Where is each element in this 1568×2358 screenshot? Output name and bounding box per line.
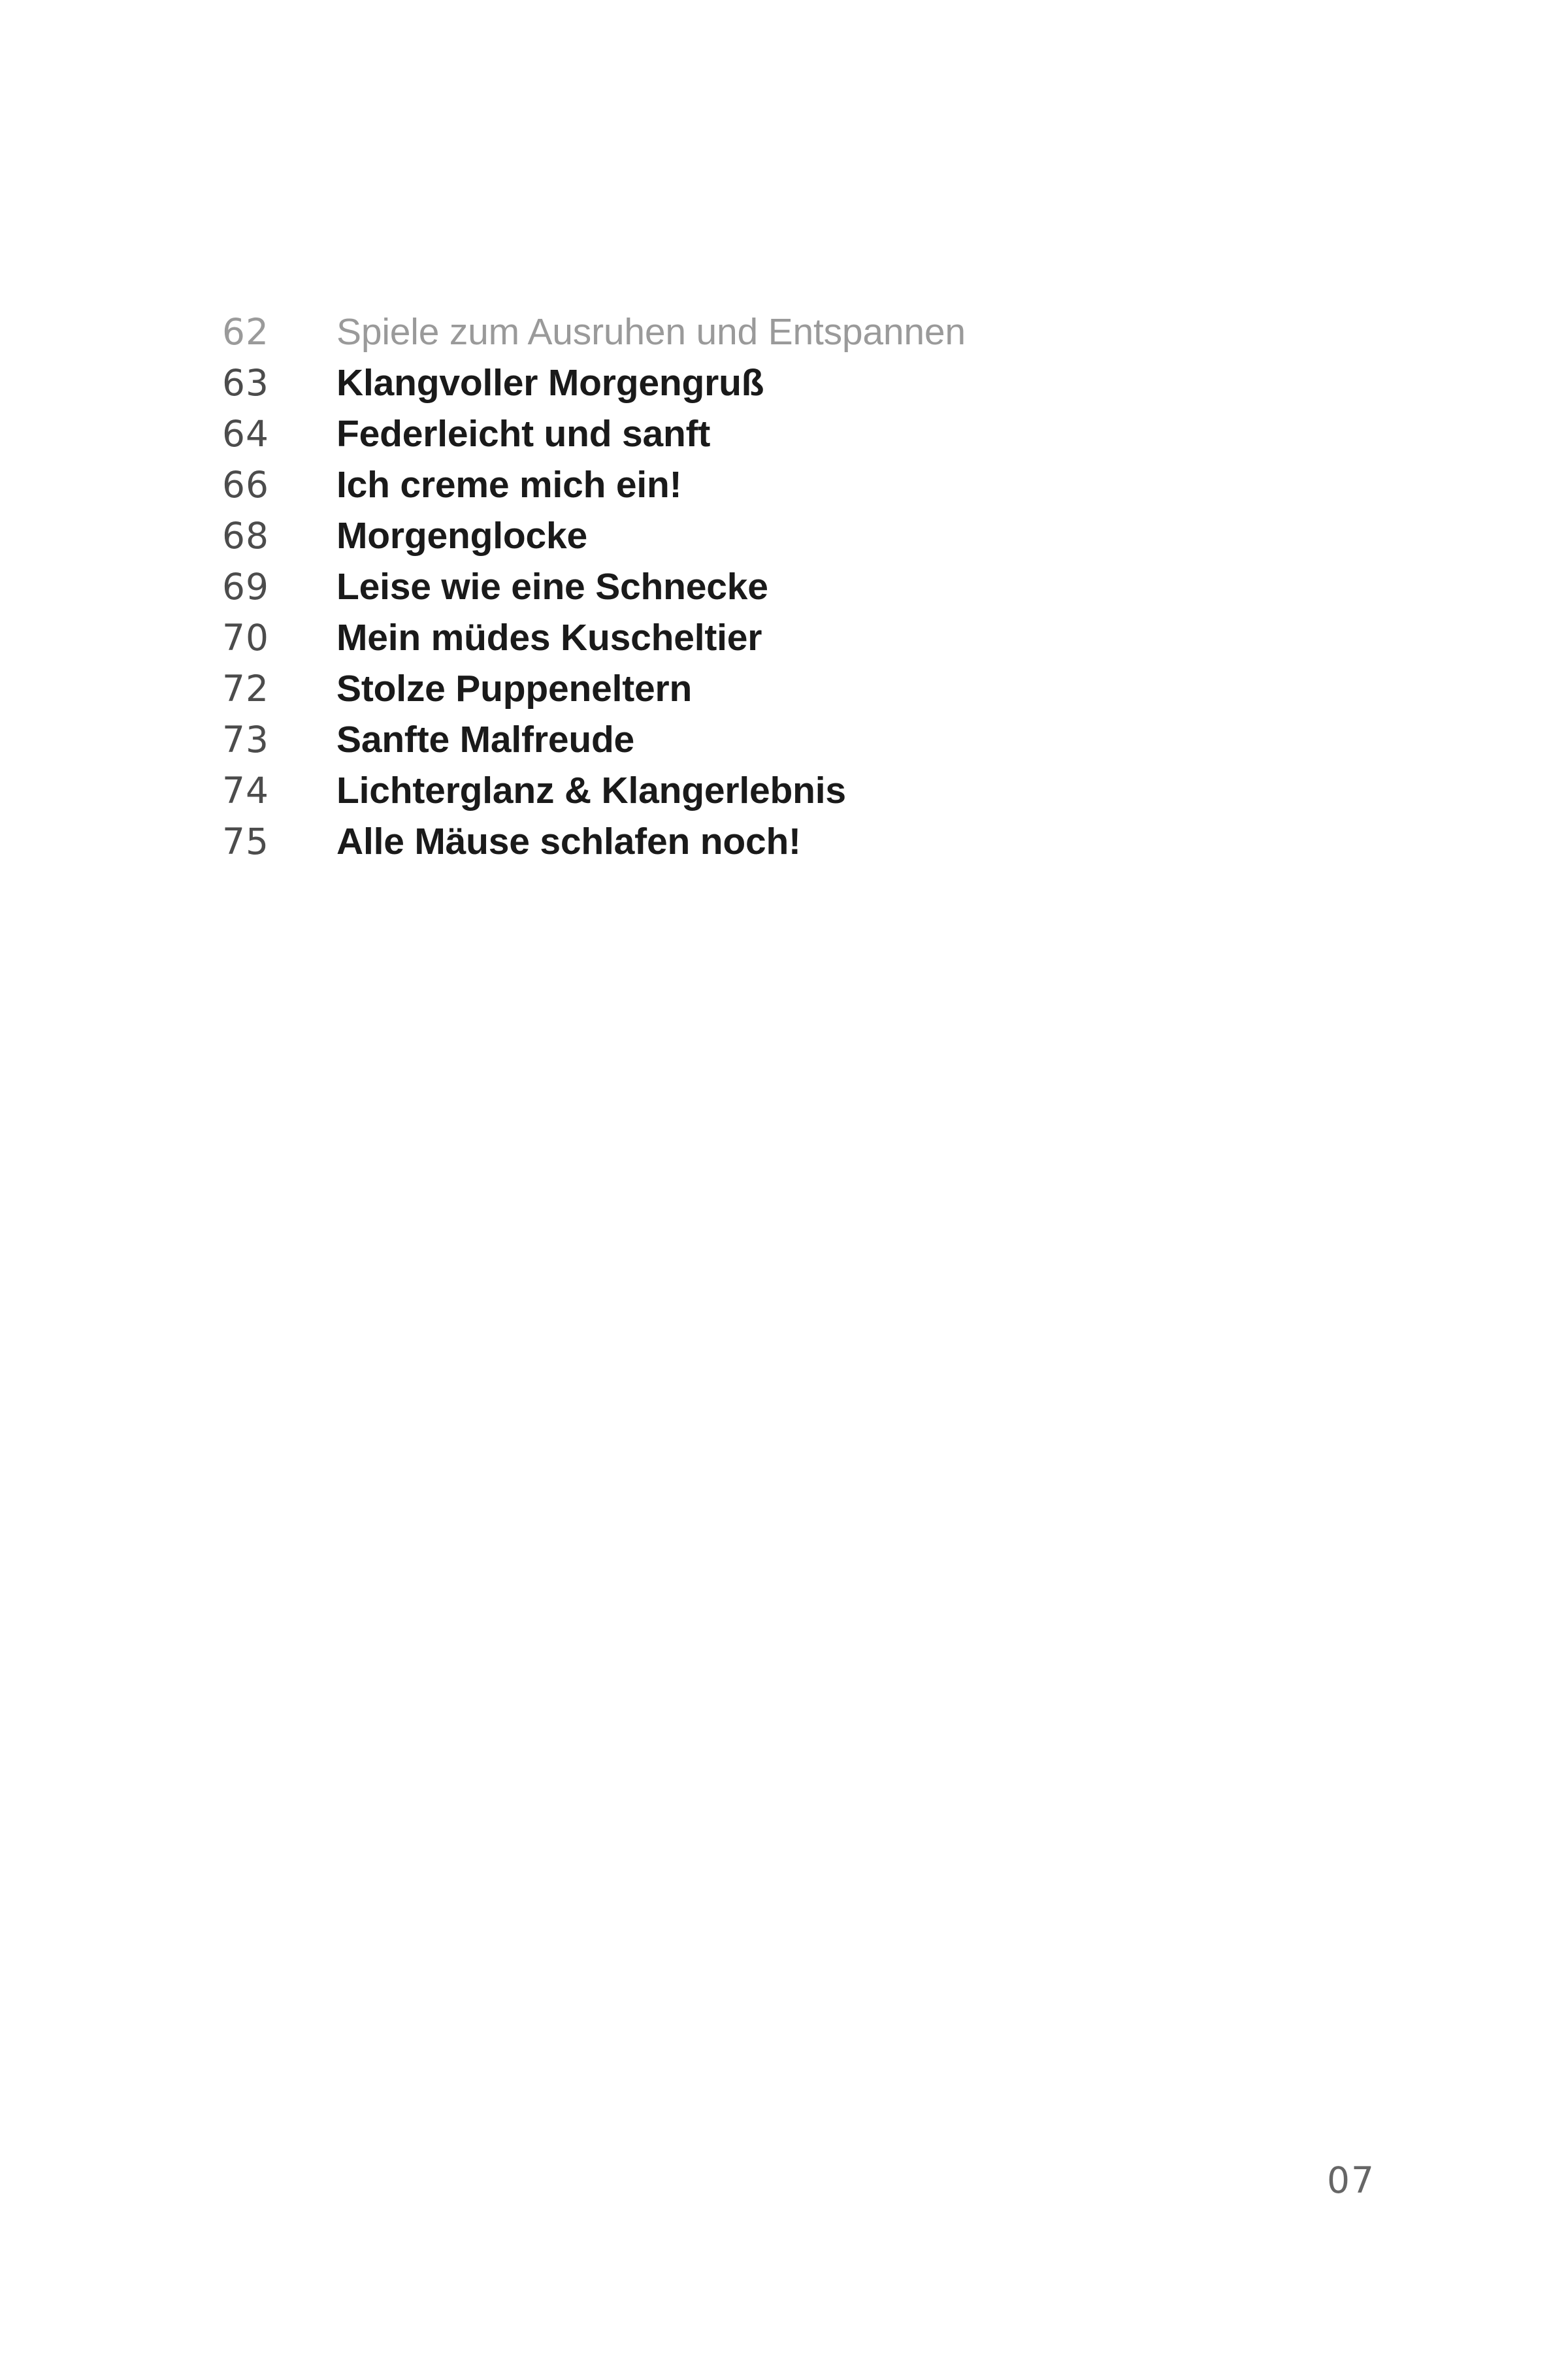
- toc-entry-page-number: 72: [222, 668, 269, 710]
- toc-entry[interactable]: [222, 311, 1333, 353]
- toc-entry-title: Leise wie eine Schnecke: [336, 566, 768, 608]
- toc-entry-title: Stolze Puppeneltern: [336, 668, 693, 710]
- toc-entry-title: Sanfte Malfreude: [336, 719, 635, 761]
- toc-entry[interactable]: [222, 670, 1333, 708]
- toc-entry-page-number: 66: [222, 464, 269, 506]
- toc-entry-page-number: 69: [222, 566, 269, 608]
- toc-entry-page-number: 74: [222, 770, 269, 811]
- toc-entry-page-number: 73: [222, 719, 269, 761]
- toc-entry-title: Morgenglocke: [336, 515, 587, 557]
- toc-entry-page-number: 62: [222, 311, 269, 353]
- toc-entry-title: Klangvoller Morgengruß: [336, 362, 764, 404]
- toc-entry-title: Ich creme mich ein!: [336, 464, 682, 506]
- toc-entry[interactable]: [222, 517, 1333, 555]
- toc-entry-page-number: 70: [222, 617, 269, 659]
- toc-entry-page-number: 63: [222, 362, 269, 404]
- toc-entry[interactable]: [222, 464, 1333, 506]
- toc-entry-title: Mein müdes Kuscheltier: [336, 617, 762, 659]
- toc-entry-title: Federleicht und sanft: [336, 413, 711, 455]
- toc-entry[interactable]: [222, 568, 1333, 606]
- toc-entry[interactable]: [222, 823, 1333, 860]
- toc-entry-page-number: 75: [222, 821, 269, 862]
- toc-entry[interactable]: [222, 721, 1333, 759]
- toc-entry-page-number: 68: [222, 515, 269, 557]
- page-folio: 07: [1327, 2159, 1375, 2201]
- toc-entry[interactable]: [222, 413, 1333, 455]
- toc-entry[interactable]: [222, 772, 1333, 810]
- toc-entry-title: Alle Mäuse schlafen noch!: [336, 821, 801, 862]
- toc-entry-page-number: 64: [222, 413, 269, 455]
- toc-entry[interactable]: [222, 362, 1333, 404]
- table-of-contents: [222, 311, 1333, 874]
- toc-entry[interactable]: [222, 619, 1333, 657]
- toc-entry-title: Spiele zum Ausruhen und Entspannen: [336, 311, 966, 353]
- toc-entry-title: Lichterglanz & Klangerlebnis: [336, 770, 846, 811]
